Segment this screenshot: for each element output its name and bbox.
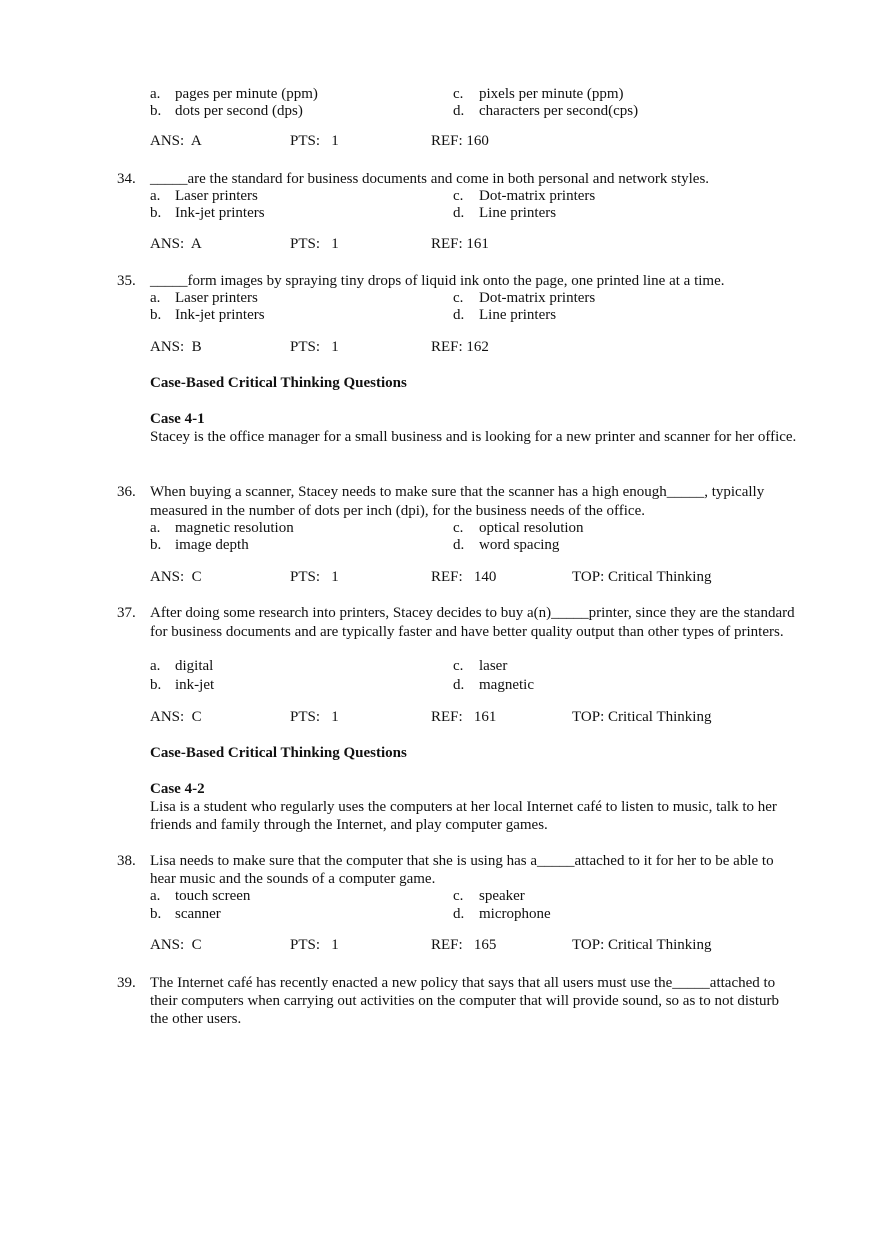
option-label: b. <box>150 103 162 119</box>
option-b: Ink-jet printers <box>175 205 265 221</box>
option-label: d. <box>453 205 465 221</box>
topic: TOP: Critical Thinking <box>572 709 712 725</box>
points: PTS: 1 <box>290 709 339 725</box>
points: PTS: 1 <box>290 339 339 355</box>
option-d: characters per second(cps) <box>479 103 639 119</box>
option-label: a. <box>150 86 161 102</box>
option-label: c. <box>453 290 464 306</box>
option-label: d. <box>453 103 465 119</box>
case-title: Case 4-1 <box>150 411 205 427</box>
points: PTS: 1 <box>290 937 339 953</box>
option-label: b. <box>150 307 162 323</box>
reference: REF: 160 <box>431 133 489 149</box>
option-label: d. <box>453 677 465 693</box>
answer: ANS: A <box>150 133 202 149</box>
option-d: Line printers <box>479 307 557 323</box>
question-number: 39. <box>117 975 136 991</box>
option-label: c. <box>453 188 464 204</box>
question-stem: After doing some research into printers, Stacey decides to buy a(n)_____printer, since they are the standard for business documents and are typically faster and have better quality output than other types of printers. <box>150 605 795 640</box>
reference: REF: 162 <box>431 339 489 355</box>
question-stem: _____are the standard for business documents and come in both personal and network styles. <box>150 171 710 187</box>
question-stem: When buying a scanner, Stacey needs to make sure that the scanner has a high enough_____, typically measured in the number of dots per inch (dpi), for the business needs of the office. <box>150 484 765 519</box>
reference: REF: 140 <box>431 569 497 585</box>
question-stem: _____form images by spraying tiny drops of liquid ink onto the page, one printed line at a time. <box>150 273 725 289</box>
option-a: magnetic resolution <box>175 520 294 536</box>
case-text: Lisa is a student who regularly uses the computers at her local Internet café to listen to music, talk to her friends and family through the Internet, and play computer games. <box>150 799 777 833</box>
option-c: laser <box>479 658 508 674</box>
option-d: word spacing <box>479 537 560 553</box>
option-label: d. <box>453 537 465 553</box>
section-heading: Case-Based Critical Thinking Questions <box>150 745 407 761</box>
option-label: d. <box>453 307 465 323</box>
option-label: a. <box>150 888 161 904</box>
question-stem: Lisa needs to make sure that the computer that she is using has a_____attached to it for her to be able to hear music and the sounds of a computer game. <box>150 853 774 887</box>
answer: ANS: A <box>150 236 202 252</box>
option-b: dots per second (dps) <box>175 103 303 119</box>
option-c: optical resolution <box>479 520 584 536</box>
reference: REF: 161 <box>431 236 489 252</box>
question-number: 37. <box>117 605 136 621</box>
option-d: microphone <box>479 906 551 922</box>
option-d: magnetic <box>479 677 534 693</box>
case-text: Stacey is the office manager for a small business and is looking for a new printer and scanner for her office. <box>150 429 797 445</box>
option-label: c. <box>453 86 464 102</box>
option-a: pages per minute (ppm) <box>175 86 318 102</box>
question-number: 35. <box>117 273 136 289</box>
section-heading: Case-Based Critical Thinking Questions <box>150 375 407 391</box>
reference: REF: 161 <box>431 709 497 725</box>
topic: TOP: Critical Thinking <box>572 569 712 585</box>
option-label: b. <box>150 677 162 693</box>
option-b: image depth <box>175 537 249 553</box>
option-c: pixels per minute (ppm) <box>479 86 624 102</box>
option-label: a. <box>150 520 161 536</box>
option-c: speaker <box>479 888 525 904</box>
option-b: Ink-jet printers <box>175 307 265 323</box>
points: PTS: 1 <box>290 569 339 585</box>
reference: REF: 165 <box>431 937 497 953</box>
case-title: Case 4-2 <box>150 781 205 797</box>
question-number: 36. <box>117 484 136 500</box>
question-number: 38. <box>117 853 136 869</box>
option-a: Laser printers <box>175 188 258 204</box>
option-label: b. <box>150 205 162 221</box>
question-number: 34. <box>117 171 136 187</box>
option-label: c. <box>453 520 464 536</box>
points: PTS: 1 <box>290 236 339 252</box>
option-a: Laser printers <box>175 290 258 306</box>
question-stem: The Internet café has recently enacted a new policy that says that all users must use the_____attached to their computers when carrying out activities on the computer that will provide sound, so as to not disturb the other users. <box>150 975 780 1027</box>
option-d: Line printers <box>479 205 557 221</box>
answer: ANS: C <box>150 709 202 725</box>
option-label: c. <box>453 658 464 674</box>
option-c: Dot-matrix printers <box>479 188 596 204</box>
option-label: b. <box>150 537 162 553</box>
points: PTS: 1 <box>290 133 339 149</box>
option-label: d. <box>453 906 465 922</box>
answer: ANS: C <box>150 937 202 953</box>
option-label: a. <box>150 658 161 674</box>
option-c: Dot-matrix printers <box>479 290 596 306</box>
option-b: scanner <box>175 906 221 922</box>
option-a: touch screen <box>175 888 251 904</box>
option-b: ink-jet <box>175 677 215 693</box>
option-label: a. <box>150 188 161 204</box>
option-label: a. <box>150 290 161 306</box>
option-label: c. <box>453 888 464 904</box>
answer: ANS: C <box>150 569 202 585</box>
topic: TOP: Critical Thinking <box>572 937 712 953</box>
option-label: b. <box>150 906 162 922</box>
option-a: digital <box>175 658 214 674</box>
answer: ANS: B <box>150 339 202 355</box>
